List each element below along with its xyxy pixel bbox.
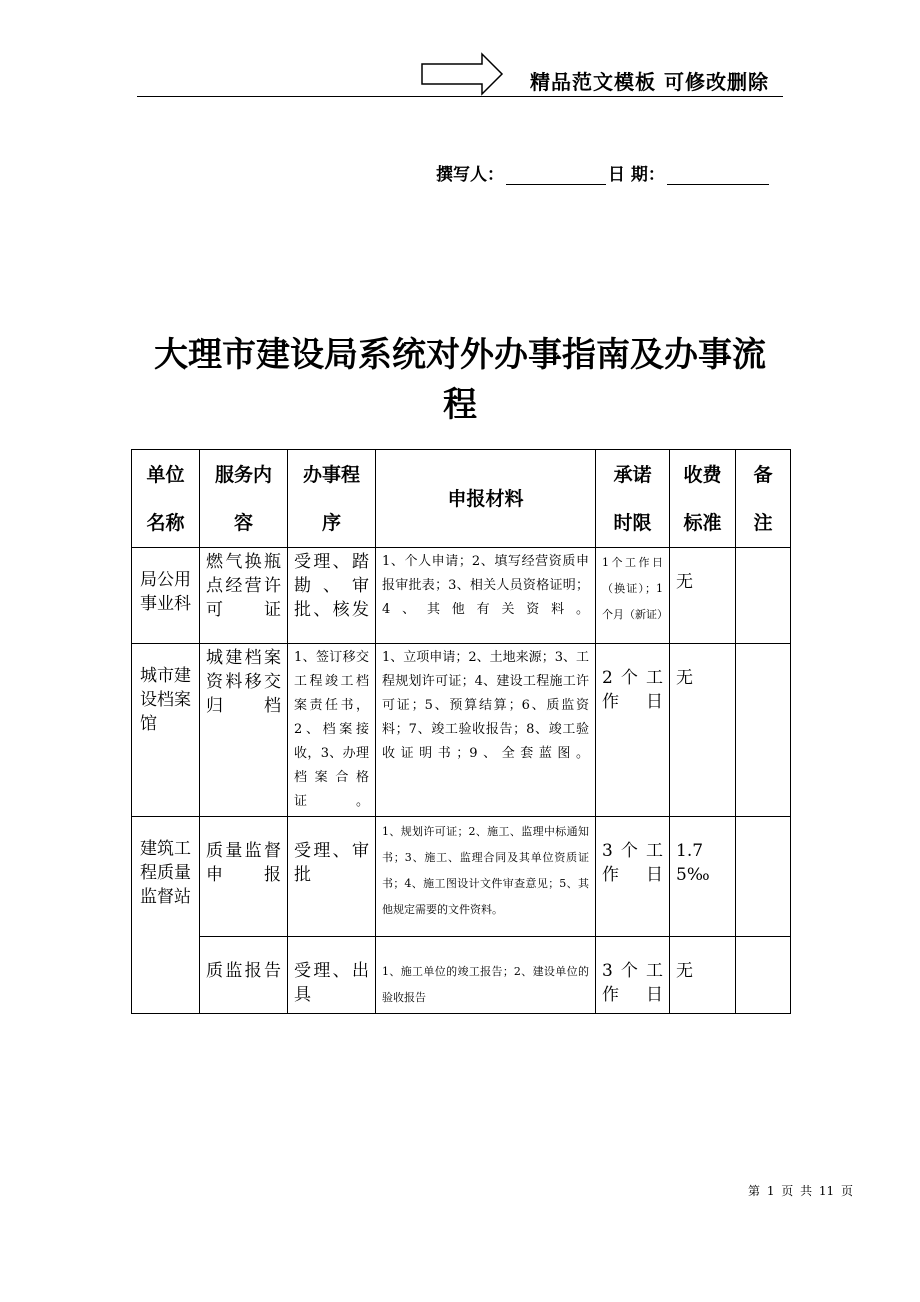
materials-cell: 1、规划许可证；2、施工、监理中标通知书；3、施工、监理合同及其单位资质证书；4、施工图设计文件审查意见；5、其他规定需要的文件资料。	[376, 817, 596, 937]
service-cell: 质量监督申报	[200, 817, 288, 937]
header-title: 精品范文模板 可修改删除	[530, 70, 769, 94]
procedure-cell: 1、签订移交工程竣工档案责任书，2、档案接收，3、办理档案合格证。	[288, 644, 376, 817]
header-divider	[137, 96, 783, 97]
fee-cell: 1.75‰	[670, 817, 736, 937]
remark-cell	[736, 644, 791, 817]
time-limit-cell: 3个工作日	[596, 817, 670, 937]
table-row	[132, 937, 791, 1014]
fee-cell: 无	[670, 644, 736, 817]
author-blank[interactable]	[506, 164, 606, 185]
remark-cell	[736, 548, 791, 644]
header-fee: 收费 标准	[670, 450, 736, 548]
materials-cell: 1、立项申请；2、土地来源；3、工程规划许可证；4、建设工程施工许可证；5、预算结算；6、质监资料；7、竣工验收报告；8、竣工验收证明书；9、全套蓝图。	[376, 644, 596, 817]
fee-cell: 无	[670, 937, 736, 1014]
arrow-icon	[420, 52, 504, 96]
service-cell: 城建档案资料移交归档	[200, 644, 288, 817]
page-number: 第 1 页 共 11 页	[748, 1184, 853, 1198]
unit-cell: 建筑工程质量监督站	[132, 817, 200, 1014]
date-label: 日 期：	[608, 165, 665, 185]
remark-cell	[736, 817, 791, 937]
procedure-cell: 受理、踏勘、审批、核发	[288, 548, 376, 644]
table-header-row	[132, 450, 791, 548]
date-blank[interactable]	[667, 164, 769, 185]
time-limit-cell: 1个工作日（换证）；1个月（新证）	[596, 548, 670, 644]
header-unit: 单位 名称	[132, 450, 200, 548]
header-procedure: 办事程 序	[288, 450, 376, 548]
header-service: 服务内 容	[200, 450, 288, 548]
author-date-line	[436, 160, 771, 185]
table-row	[132, 548, 791, 644]
remark-cell	[736, 937, 791, 1014]
time-limit-cell: 2个工作日	[596, 644, 670, 817]
document-title: 大理市建设局系统对外办事指南及办事流程	[154, 335, 766, 425]
header-materials: 申报材料	[376, 450, 596, 548]
time-limit-cell: 3个工作日	[596, 937, 670, 1014]
author-label: 撰写人：	[436, 165, 504, 185]
service-guide-table	[131, 449, 791, 1014]
header-time-limit: 承诺 时限	[596, 450, 670, 548]
procedure-cell: 受理、出具	[288, 937, 376, 1014]
procedure-cell: 受理、审批	[288, 817, 376, 937]
unit-cell: 城市建设档案馆	[132, 644, 200, 817]
fee-cell: 无	[670, 548, 736, 644]
table-row	[132, 817, 791, 937]
unit-cell: 局公用事业科	[132, 548, 200, 644]
materials-cell: 1、个人申请；2、填写经营资质申报审批表；3、相关人员资格证明；4、其他有关资料。	[376, 548, 596, 644]
service-cell: 质监报告	[200, 937, 288, 1014]
service-cell: 燃气换瓶点经营许可证	[200, 548, 288, 644]
header-remark: 备 注	[736, 450, 791, 548]
table-row	[132, 644, 791, 817]
materials-cell: 1、施工单位的竣工报告；2、建设单位的验收报告	[376, 937, 596, 1014]
